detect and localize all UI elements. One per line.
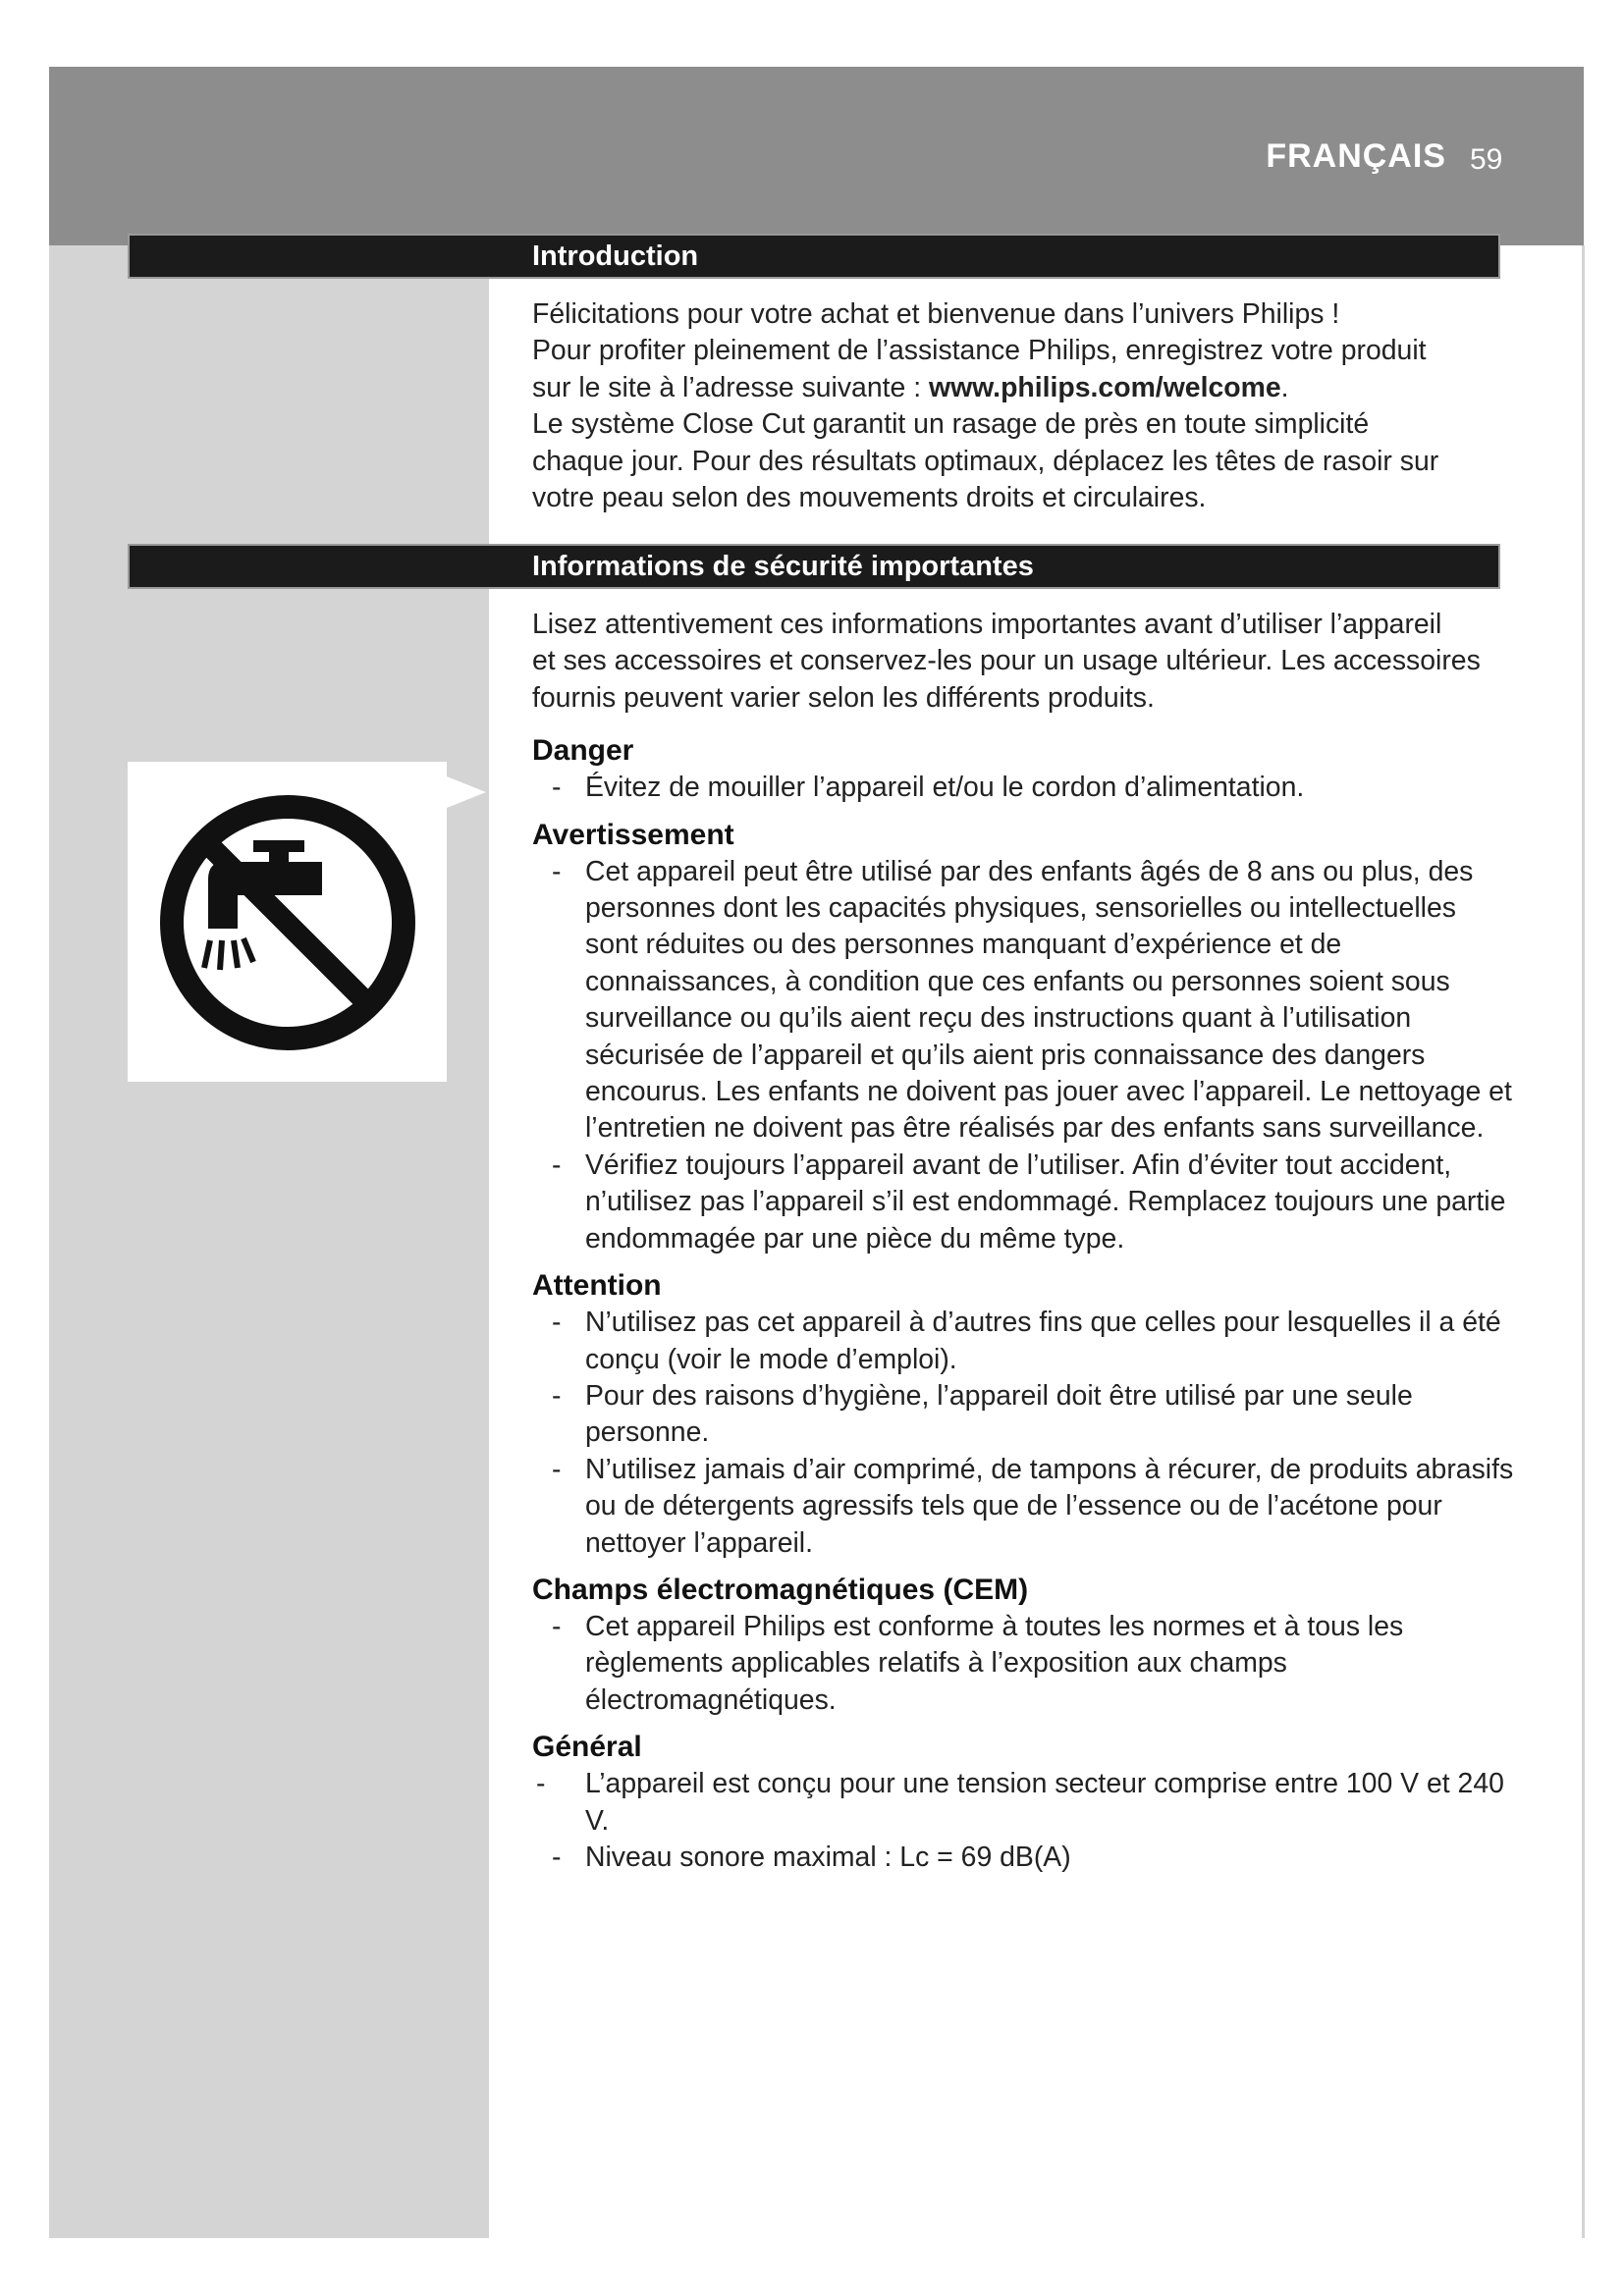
no-water-tap-icon [128, 762, 447, 1082]
emf-heading: Champs électromagnétiques (CEM) [532, 1573, 1029, 1606]
list-item: - Vérifiez toujours l’appareil avant de l’utiliser. Afin d’éviter tout accident, n’utilisez pas l’appareil s’il est endommagé. Remplacez toujours une partie endommagée par une pièce du même type. [532, 1148, 1514, 1257]
introduction-body [532, 296, 1514, 516]
list-item: - N’utilisez pas cet appareil à d’autres fins que celles pour lesquelles il a été conçu (voir le mode d’emploi). [532, 1305, 1514, 1378]
safety-body [532, 607, 1514, 1884]
intro-line: chaque jour. Pour des résultats optimaux, déplacez les têtes de rasoir sur [532, 445, 1439, 477]
caution-heading: Attention [532, 1269, 662, 1303]
danger-list [532, 770, 1514, 806]
icon-pointer [447, 776, 486, 808]
right-margin-rule [1582, 245, 1585, 2238]
list-item: - N’utilisez jamais d’air comprimé, de tampons à récurer, de produits abrasifs ou de détergents agressifs tels que de l’essence ou de l’acétone pour nettoyer l’appareil. [532, 1452, 1514, 1562]
section-title-introduction: Introduction [128, 234, 1500, 279]
section-title-safety: Informations de sécurité importantes [128, 544, 1500, 589]
warning-heading: Avertissement [532, 818, 734, 851]
general-heading: Général [532, 1731, 642, 1764]
welcome-url: www.philips.com/welcome [928, 371, 1281, 403]
list-item: - L’appareil est conçu pour une tension secteur comprise entre 100 V et 240 V. [532, 1766, 1514, 1840]
warning-list [532, 854, 1514, 1257]
list-item: - Cet appareil peut être utilisé par des enfants âgés de 8 ans ou plus, des personnes dont les capacités physiques, sensorielles ou intellectuelles sont réduites ou des personnes manquant d’expérience et de connaissances, à condition que ces enfants ou personnes soient sous surveillance ou qu’ils aient reçu des instructions quant à l’utilisation sécurisée de l’appareil et qu’ils aient pris connaissance des dangers encourus. Les enfants ne doivent pas jouer avec l’appareil. Le nettoyage et l’entretien ne doivent pas être réalisés par des enfants sans surveillance. [532, 854, 1514, 1148]
list-item: - Évitez de mouiller l’appareil et/ou le cordon d’alimentation. [532, 770, 1514, 806]
caution-list [532, 1305, 1514, 1562]
list-item: - Cet appareil Philips est conforme à toutes les normes et à tous les règlements applicables relatifs à l’exposition aux champs électromagnétiques. [532, 1609, 1514, 1719]
language-label: FRANÇAIS [1266, 137, 1446, 175]
intro-line: Félicitations pour votre achat et bienvenue dans l’univers Philips ! [532, 298, 1340, 330]
intro-line: votre peau selon des mouvements droits et circulaires. [532, 482, 1207, 514]
intro-line: sur le site à l’adresse suivante : www.philips.com/welcome. [532, 371, 1289, 403]
intro-line: Pour profiter pleinement de l’assistance Philips, enregistrez votre produit [532, 335, 1427, 367]
danger-heading: Danger [532, 734, 634, 768]
list-item: - Pour des raisons d’hygiène, l’appareil doit être utilisé par une seule personne. [532, 1378, 1514, 1452]
emf-list [532, 1609, 1514, 1719]
page-number: 59 [1470, 143, 1503, 176]
general-list [532, 1766, 1514, 1876]
list-item: - Niveau sonore maximal : Lc = 69 dB(A) [532, 1840, 1514, 1876]
intro-line: Le système Close Cut garantit un rasage de près en toute simplicité [532, 408, 1370, 441]
safety-lead: Lisez attentivement ces informations importantes avant d’utiliser l’appareil et ses accessoires et conservez-les pour un usage ultérieur. Les accessoires fournis peuvent varier selon les différents produits. [532, 609, 1481, 714]
